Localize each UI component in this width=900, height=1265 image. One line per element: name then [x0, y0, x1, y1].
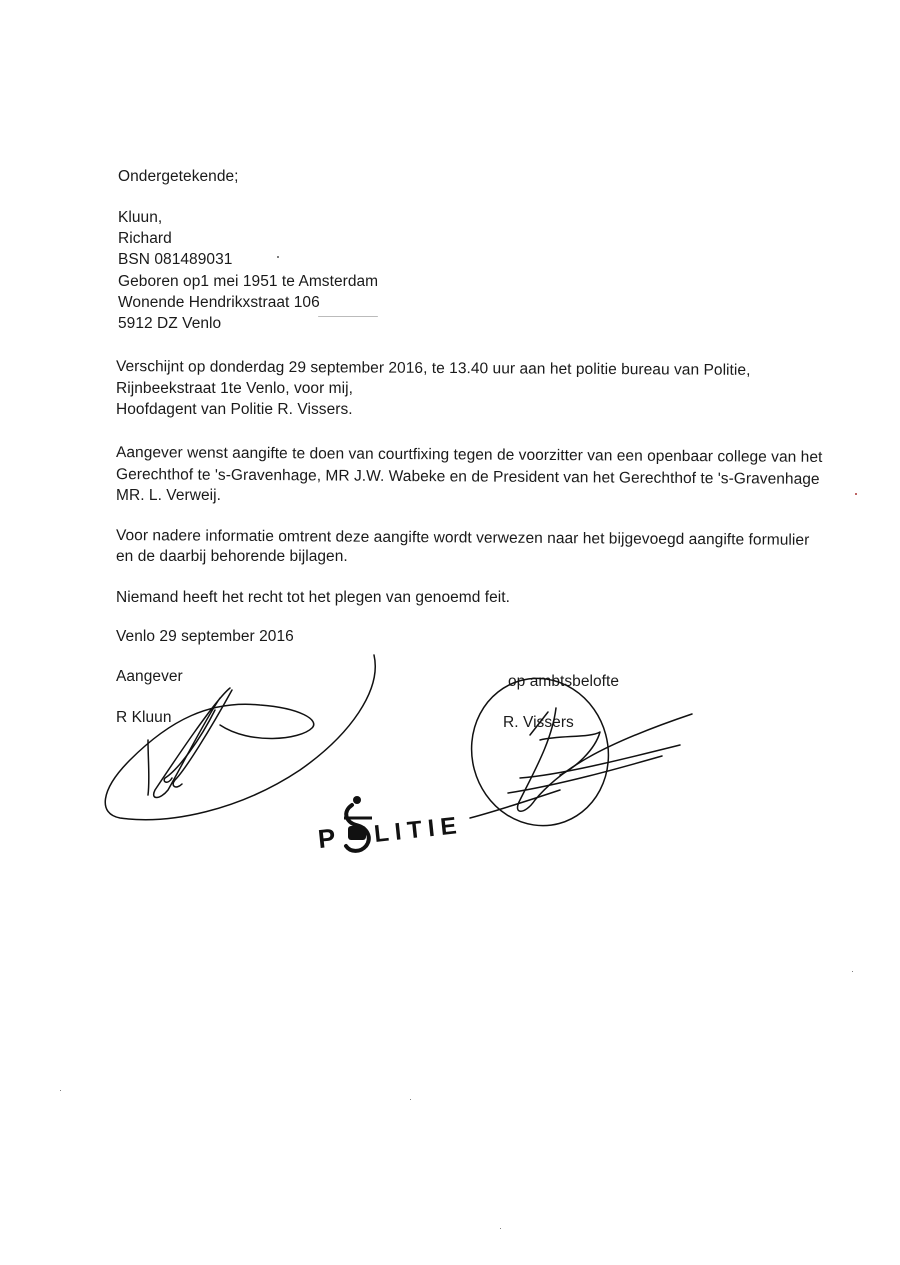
- svg-text:P: P: [316, 822, 337, 855]
- place-date: Venlo 29 september 2016: [116, 628, 294, 645]
- scan-speck: [855, 493, 857, 495]
- person-bsn: BSN 081489031: [118, 251, 233, 268]
- right-signatory-role: op ambtsbelofte: [508, 673, 620, 690]
- complaint-line: Gerechthof te 's-Gravenhage, MR J.W. Wabeke en de President van het Gerechthof te 's-Gravenhage: [115, 466, 820, 488]
- scan-speck: [277, 256, 279, 258]
- politie-stamp: [316, 796, 463, 854]
- reference-line: Voor nadere informatie omtrent deze aangifte wordt verwezen naar het bijgevoegd aangifte formulier: [115, 527, 810, 549]
- scan-speck: [318, 316, 378, 317]
- scan-speck: [410, 1099, 411, 1100]
- opening-line: Ondergetekende;: [118, 168, 239, 185]
- reference-line: en de daarbij behorende bijlagen.: [116, 548, 348, 565]
- appearance-line: Verschijnt op donderdag 29 september 2016, te 13.40 uur aan het politie bureau van Politie,: [115, 358, 751, 379]
- right-signatory-name: R. Vissers: [503, 714, 574, 731]
- scan-speck: [852, 971, 853, 972]
- person-address: Wonende Hendrikxstraat 106: [118, 294, 320, 311]
- complaint-line: Aangever wenst aangifte te doen van courtfixing tegen de voorzitter van een openbaar college van het: [115, 444, 823, 466]
- scan-speck: [60, 1090, 61, 1091]
- person-surname: Kluun,: [118, 209, 163, 226]
- person-firstname: Richard: [118, 230, 172, 247]
- left-signatory-role: Aangever: [116, 668, 183, 685]
- rights-statement: Niemand heeft het recht tot het plegen van genoemd feit.: [116, 589, 511, 606]
- complaint-line: MR. L. Verweij.: [116, 487, 221, 504]
- person-postal: 5912 DZ Venlo: [118, 315, 222, 332]
- svg-text:LITIE: LITIE: [372, 811, 464, 848]
- person-birth: Geboren op1 mei 1951 te Amsterdam: [118, 273, 379, 290]
- police-emblem-icon: [344, 796, 372, 851]
- appearance-line: Rijnbeekstraat 1te Venlo, voor mij,: [116, 380, 353, 397]
- scan-speck: [500, 1228, 501, 1229]
- appearance-line: Hoofdagent van Politie R. Vissers.: [116, 401, 353, 418]
- left-signatory-name: R Kluun: [116, 709, 172, 726]
